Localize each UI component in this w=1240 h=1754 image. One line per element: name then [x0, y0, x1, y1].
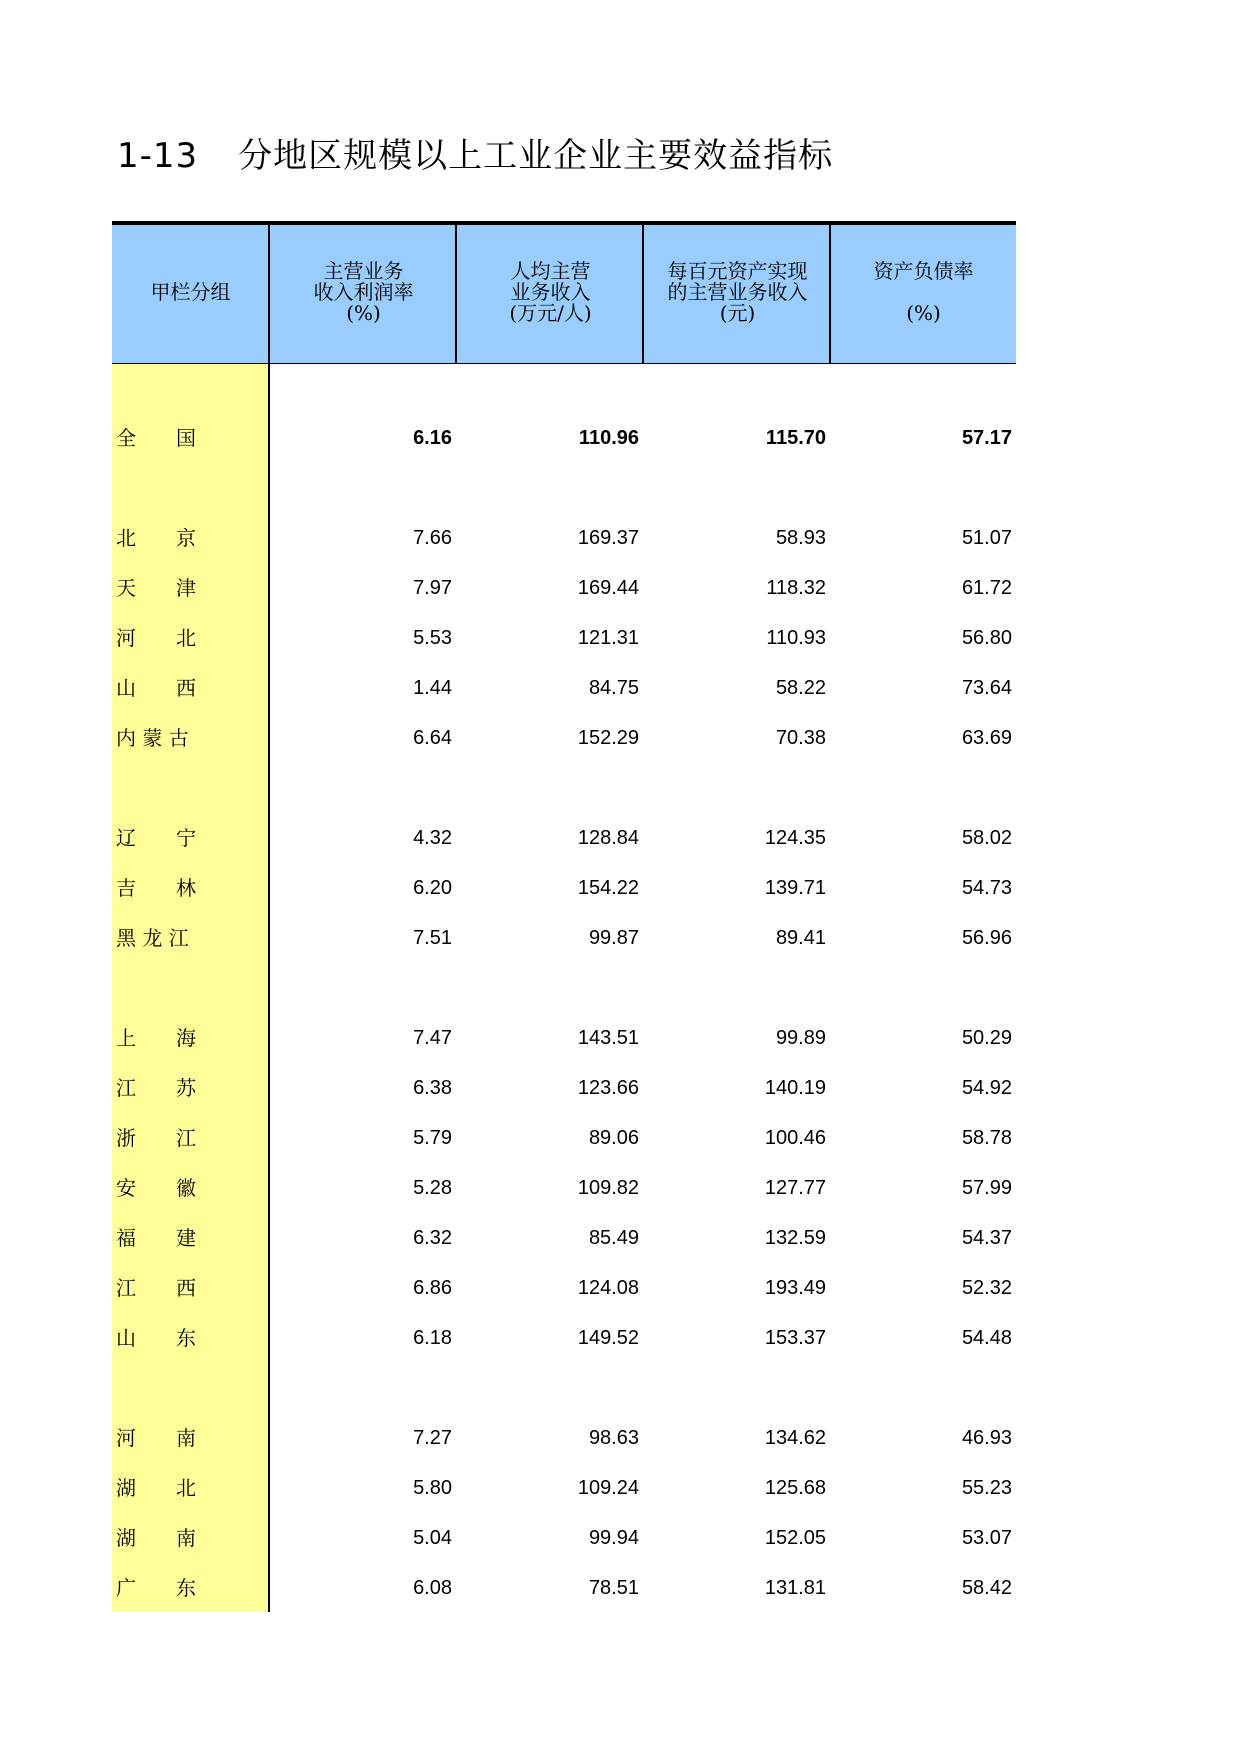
table-row: [112, 523, 1016, 553]
header-col-revenue-per-capita: [457, 225, 644, 363]
table-row: [112, 823, 1016, 853]
cell-value: 149.52: [577, 1327, 639, 1349]
cell-value: 58.93: [775, 527, 826, 549]
region-name: 广 东: [116, 1576, 196, 1600]
cell-value: 5.04: [413, 1527, 452, 1549]
cell-value: 7.97: [413, 577, 452, 599]
header-line: 收入利润率: [313, 280, 414, 304]
cell-value: 84.75: [588, 677, 639, 699]
cell-value: 7.51: [413, 927, 452, 949]
table-row: [112, 623, 1016, 653]
cell-value: 54.73: [961, 877, 1012, 899]
cell-value: 54.37: [961, 1227, 1012, 1249]
cell-value: 139.71: [764, 877, 826, 899]
region-name: 全 国: [116, 426, 196, 450]
cell-value: 6.38: [413, 1077, 452, 1099]
cell-value: 57.17: [961, 427, 1012, 449]
cell-value: 6.16: [413, 427, 452, 449]
cell-value: 55.23: [961, 1477, 1012, 1499]
header-col-debt-ratio: [831, 225, 1016, 363]
cell-value: 100.46: [764, 1127, 826, 1149]
cell-value: 134.62: [764, 1427, 826, 1449]
header-line: [831, 282, 1016, 303]
region-name: 上 海: [116, 1026, 196, 1050]
table-number: 1-13: [117, 136, 199, 176]
cell-value: 5.28: [413, 1177, 452, 1199]
cell-value: 121.31: [577, 627, 639, 649]
header-col-profit-rate: [270, 225, 457, 363]
cell-value: 6.18: [413, 1327, 452, 1349]
cell-value: 51.07: [961, 527, 1012, 549]
cell-value: 52.32: [961, 1277, 1012, 1299]
cell-value: 99.87: [588, 927, 639, 949]
table-row: [112, 1323, 1016, 1353]
header-line: 业务收入: [510, 280, 591, 304]
cell-value: 110.93: [766, 627, 826, 649]
cell-value: 109.82: [577, 1177, 639, 1199]
table-row: [112, 1173, 1016, 1203]
cell-value: 4.32: [413, 827, 452, 849]
header-col-revenue-per-asset: [644, 225, 831, 363]
cell-value: 5.53: [413, 627, 452, 649]
cell-value: 7.47: [413, 1027, 452, 1049]
cell-value: 193.49: [764, 1277, 826, 1299]
header-line: 资产负债率: [873, 259, 974, 283]
cell-value: 154.22: [577, 877, 639, 899]
cell-value: 7.27: [413, 1427, 452, 1449]
cell-value: 132.59: [764, 1227, 826, 1249]
cell-value: 125.68: [764, 1477, 826, 1499]
cell-value: 131.81: [764, 1577, 826, 1599]
cell-value: 152.05: [764, 1527, 826, 1549]
cell-value: 99.89: [775, 1027, 826, 1049]
cell-value: 110.96: [578, 427, 639, 449]
region-name: 福 建: [116, 1226, 196, 1250]
cell-value: 58.42: [961, 1577, 1012, 1599]
cell-value: 124.08: [577, 1277, 639, 1299]
cell-value: 73.64: [961, 677, 1012, 699]
region-name: 浙 江: [116, 1126, 196, 1150]
table-row: [112, 1123, 1016, 1153]
cell-value: 54.48: [961, 1327, 1012, 1349]
table-row: [112, 723, 1016, 753]
header-line: 人均主营: [510, 259, 591, 283]
table-row: [112, 923, 1016, 953]
header-line: 每百元资产实现: [667, 259, 808, 283]
header-line: 的主营业务收入: [667, 280, 808, 304]
cell-value: 58.78: [961, 1127, 1012, 1149]
table-title: 分地区规模以上工业企业主要效益指标: [238, 136, 834, 176]
cell-value: 56.80: [961, 627, 1012, 649]
cell-value: 152.29: [577, 727, 639, 749]
region-name: 山 西: [116, 676, 196, 700]
header-line: (%): [346, 301, 381, 325]
cell-value: 99.94: [588, 1527, 639, 1549]
table-row: [112, 1473, 1016, 1503]
header-line: (%): [906, 301, 941, 325]
cell-value: 70.38: [775, 727, 826, 749]
table-row: [112, 1023, 1016, 1053]
cell-value: 6.64: [413, 727, 452, 749]
region-name: 江 西: [116, 1276, 196, 1300]
header-divider: [455, 225, 457, 363]
cell-value: 6.32: [413, 1227, 452, 1249]
header-divider: [268, 225, 270, 363]
cell-value: 124.35: [764, 827, 826, 849]
cell-value: 169.44: [577, 577, 639, 599]
cell-value: 6.08: [413, 1577, 452, 1599]
cell-value: 46.93: [961, 1427, 1012, 1449]
table-row: [112, 1573, 1016, 1603]
header-divider: [829, 225, 831, 363]
region-name: 湖 北: [116, 1476, 196, 1500]
cell-value: 98.63: [588, 1427, 639, 1449]
cell-value: 123.66: [577, 1077, 639, 1099]
table-row: [112, 423, 1016, 453]
table-row: [112, 573, 1016, 603]
table-row: [112, 1223, 1016, 1253]
cell-value: 153.37: [764, 1327, 826, 1349]
cell-value: 115.70: [765, 427, 826, 449]
cell-value: 128.84: [577, 827, 639, 849]
region-name: 河 南: [116, 1426, 196, 1450]
cell-value: 63.69: [961, 727, 1012, 749]
cell-value: 61.72: [961, 577, 1012, 599]
table-row: [112, 1423, 1016, 1453]
header-divider: [642, 225, 644, 363]
cell-value: 127.77: [764, 1177, 826, 1199]
region-name: 山 东: [116, 1326, 196, 1350]
region-name: 安 徽: [116, 1176, 196, 1200]
cell-value: 6.86: [413, 1277, 452, 1299]
table-row: [112, 673, 1016, 703]
region-name: 黑 龙 江: [116, 926, 189, 950]
cell-value: 54.92: [961, 1077, 1012, 1099]
cell-value: 85.49: [588, 1227, 639, 1249]
region-name: 辽 宁: [116, 826, 196, 850]
region-name: 河 北: [116, 626, 196, 650]
region-name: 湖 南: [116, 1526, 196, 1550]
header-group-label: [112, 225, 269, 363]
region-name: 天 津: [116, 576, 196, 600]
page-title: [117, 128, 833, 177]
table-row: [112, 873, 1016, 903]
cell-value: 89.41: [775, 927, 826, 949]
table-header: [112, 225, 1016, 364]
cell-value: 169.37: [577, 527, 639, 549]
cell-value: 78.51: [588, 1577, 639, 1599]
region-name: 吉 林: [116, 876, 196, 900]
cell-value: 58.22: [775, 677, 826, 699]
cell-value: 7.66: [413, 527, 452, 549]
region-name: 内 蒙 古: [116, 726, 189, 750]
cell-value: 5.79: [413, 1127, 452, 1149]
header-line: (万元/人): [509, 301, 592, 325]
cell-value: 140.19: [764, 1077, 826, 1099]
cell-value: 53.07: [961, 1527, 1012, 1549]
cell-value: 57.99: [961, 1177, 1012, 1199]
cell-value: 143.51: [577, 1027, 639, 1049]
cell-value: 118.32: [766, 577, 826, 599]
cell-value: 5.80: [413, 1477, 452, 1499]
header-line: (元): [719, 301, 756, 325]
cell-value: 50.29: [961, 1027, 1012, 1049]
table-row: [112, 1523, 1016, 1553]
cell-value: 1.44: [413, 677, 452, 699]
cell-value: 56.96: [961, 927, 1012, 949]
region-name: 北 京: [116, 526, 196, 550]
table-row: [112, 1273, 1016, 1303]
cell-value: 89.06: [588, 1127, 639, 1149]
cell-value: 58.02: [961, 827, 1012, 849]
header-line: 主营业务: [323, 259, 404, 283]
region-name: 江 苏: [116, 1076, 196, 1100]
cell-value: 6.20: [413, 877, 452, 899]
table-row: [112, 1073, 1016, 1103]
header-group-text: 甲栏分组: [150, 280, 231, 304]
cell-value: 109.24: [577, 1477, 639, 1499]
